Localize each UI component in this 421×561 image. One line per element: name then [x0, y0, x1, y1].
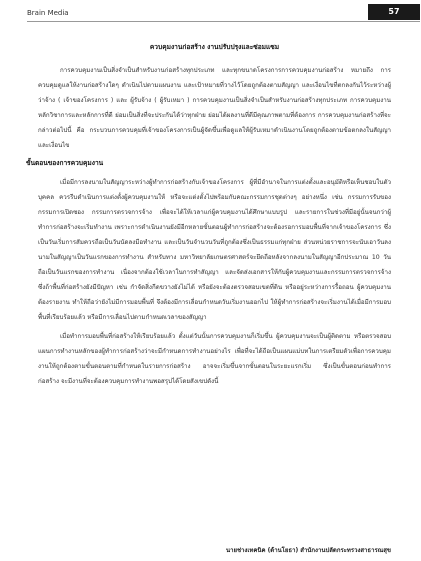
intro-paragraph: การควบคุมงานเป็นสิ่งจำเป็นสำหรับงานก่อสร้างทุกประเภท และทุกขนาดโครงการการควบคุมงานก่อสร้าง หมายถึง การควบคุมดูแลให้งานก่อสร้างใดๆ ดำเนินไปตามแผนงาน และเป้าหมายที่วางไว้โดยถูกต้องตามสัญญา และเงื่อนไขที่ตกลงกันไว้ระหว่างผู้ว่าจ้าง ( เจ้าของโครงการ ) และ ผู้รับจ้าง ( ผู้รับเหมา ) การควบคุมงานเป็นสิ่งจำเป็นสำหรับงานก่อสร้างทุกประเภท การควบคุมงานหลักวิชาการและหลักการที่ดี ย่อมเป็นสิ่งที่จะประกันได้ว่าทุกฝ่าย ย่อมได้ผลงานที่ดีมีคุณภาพตามที่ต้องการ การควบคุมงานก่อสร้างที่จะกล่าวต่อไปนี้ คือ กระบวนการควบคุมที่เจ้าของโครงการเป็นผู้จัดขึ้นเพื่อดูแลให้ผู้รับเหมาดำเนินงานโดยถูกต้องตามข้อตกลงในสัญญาและเงื่อนไข	[38, 67, 391, 149]
section-paragraph: เมื่อมีการลงนามในสัญญาระหว่างผู้ทำการก่อสร้างกับเจ้าของโครงการ ผู้ที่มีอำนาจในการแต่งตั้งและอนุมัติหรือเห็นชอบในตัวบุคคล ควรรีบดำเนินการแต่งตั้งผู้ควบคุมงานให้ หรือจะแต่งตั้งไปพร้อมกับคณะกรรมการชุดต่างๆ อย่างหนึ่ง เช่น กรรมการรับของ กรรมการเปิดซอง กรรมการตรวจการจ้าง เพื่อจะได้ให้เวลาแก่ผู้ควบคุมงานได้ศึกษาแบบรูป และรายการในช่วงที่มีอยู่นั้นจนกว่าผู้ทำการก่อสร้างจะเริ่มทำงาน เพราะการดำเนินงานยังมีอีกหลายขั้นตอนผู้ทำการก่อสร้างจะต้องรอการมอบพื้นที่จากเจ้าของโครงการ ซึ่งเป็นวันเริ่มการสัมควรถือเป็นวันนัดลงมือทำงาน และเป็นวันจำนวนวันที่ถูกต้องซึ่งเป็นธรรมแก่ทุกฝ่าย ส่วนหน่วยราชการจะนับเอาวันลงนามในสัญญาเป็นวันแรกของการทำงาน สำหรับทาง มหาวิทยาลัยเกษตรศาสตร์จะยึดถือหลังจากลงนามในสัญญาอีกประมาณ 10 วัน ถือเป็นวันแรกของการทำงาน เนื่องจากต้องใช้เวลาในการทำสัญญา และจัดส่งเอกสารให้กับผู้ควบคุมงานและกรรมการตรวจการจ้าง ซึ่งถ้าพื้นที่ก่อสร้างยังมีปัญหา เช่น กำจัดสิ่งกีดขวางยังไม่ได้ หรือยังจะต้องตรวจสอบเขตที่ดิน หรืออยู่ระหว่างการรื้อถอน ผู้ควบคุมงานต้องรายงาน ทำให้ถือว่ายังไม่มีการมอบพื้นที่ จึงต้องมีการเลื่อนกำหนดวันเริ่มงานออกไป ให้ผู้ทำการก่อสร้างจะเริ่มงานได้เมื่อมีการมอบพื้นที่เรียบร้อยแล้ว หรือมีการเลื่อนไปตามกำหนดเวลาของสัญญา	[38, 179, 391, 321]
page-number-badge: 57	[368, 4, 420, 20]
brand-name: Brain Media	[27, 9, 69, 17]
header-divider	[27, 21, 420, 22]
section-heading: ขั้นตอนของการควบคุมงาน	[26, 159, 104, 167]
page-footer: นายช่างเทคนิค (ด้านโยธา) สำนักงานปลัดกระทรวงสาธารณสุข	[225, 547, 391, 554]
section-paragraph: เมื่อทำการมอบพื้นที่ก่อสร้างให้เรียบร้อยแล้ว ตั้งแต่วันนั้นการควบคุมงานก็เริ่มขึ้น ผู้ควบคุมงานจะเป็นผู้ติดตาม หรือตรวจสอบแผนการทำงานหลักของผู้ทำการก่อสร้างว่าจะมีกำหนดการทำงานอย่างไร เพื่อที่จะได้ถือเป็นแผนแม่บทในการเตรียมตัวเพื่อการควบคุมงานให้ถูกต้องตามขั้นตอนตามที่กำหนดในรายการก่อสร้าง อาจจะเริ่มขึ้นจากขั้นตอนในระยะแรกเริ่ม ซึ่งเป็นขั้นตอนก่อนทำการก่อสร้าง จะมีงานที่จะต้องควบคุมการทำงานพอสรุปได้โดยสังเขปดังนี้	[38, 333, 391, 385]
page-header	[0, 0, 421, 26]
document-title: ควบคุมงานก่อสร้าง งานปรับปรุงและซ่อมแซม	[149, 43, 280, 51]
document-body	[26, 41, 391, 393]
